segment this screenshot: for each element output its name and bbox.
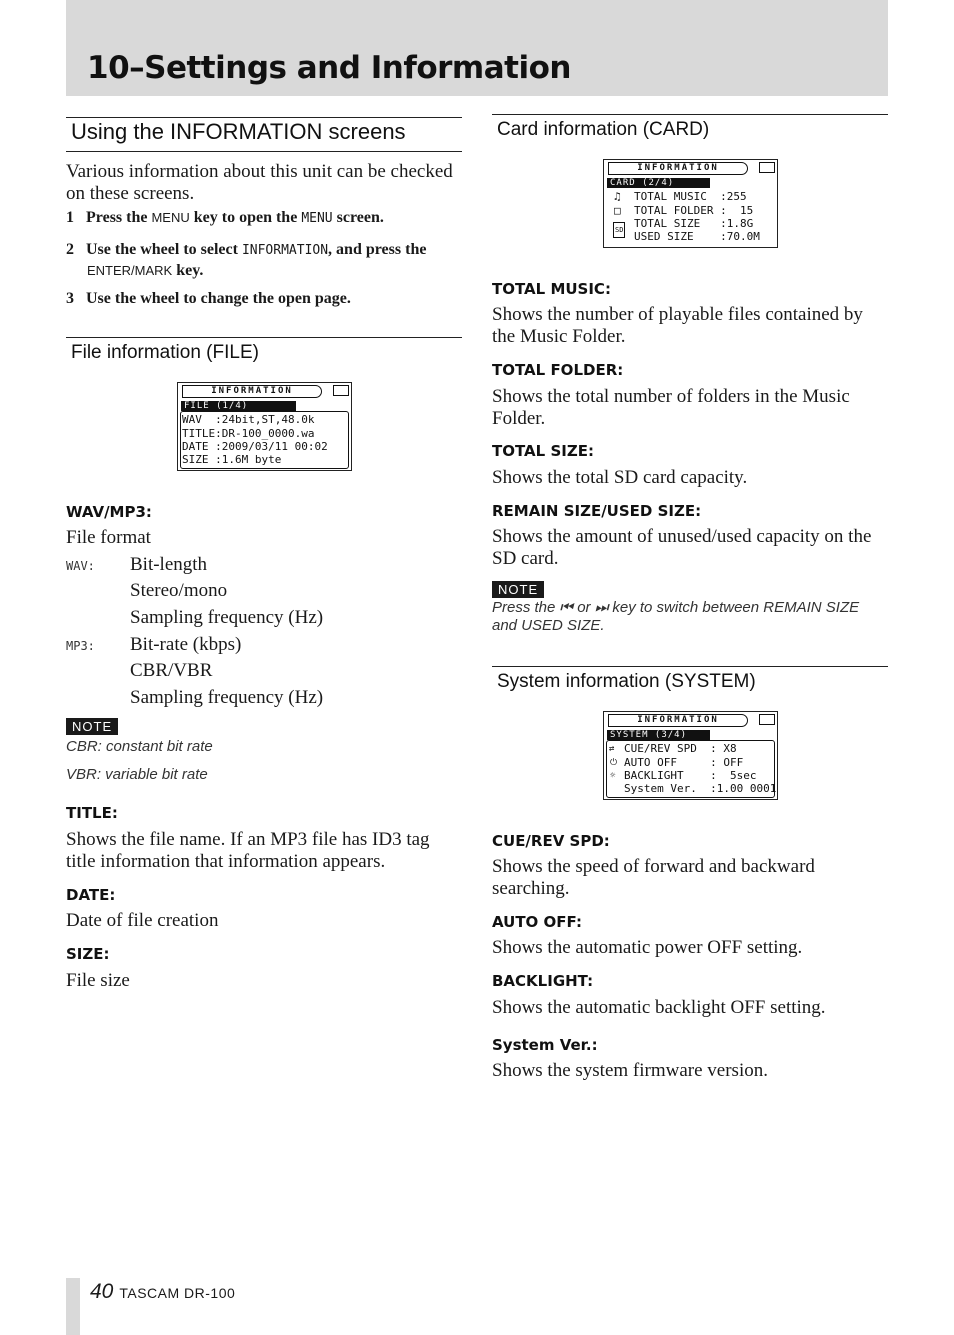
cue-rev-text: Shows the speed of forward and backward searching. <box>492 856 815 899</box>
step-3 <box>66 290 462 308</box>
cue-rev-icon: ⇄ <box>609 744 615 754</box>
screen-row: DATE :2009/03/11 00:02 <box>182 440 328 453</box>
screen-row: TOTAL MUSIC :255 <box>634 190 747 203</box>
screen-name: MENU <box>301 211 333 226</box>
screen-row: WAV :24bit,ST,48.0k <box>182 413 315 426</box>
sd-card-icon: SD <box>613 222 625 238</box>
mp3-item: Sampling frequency (Hz) <box>130 687 324 708</box>
page-bar: CARD (2/4) <box>607 178 710 188</box>
step-number: 2 <box>66 241 74 258</box>
file-format-text: File format <box>66 527 151 548</box>
step-text: key to open the <box>189 209 302 226</box>
auto-off-label: AUTO OFF: <box>492 913 582 931</box>
screen-row: USED SIZE :70.0M <box>634 230 760 243</box>
screen-row: CUE/REV SPD : X8 <box>624 742 737 755</box>
screen-row: TITLE:DR-100_0000.wa <box>182 427 315 440</box>
total-size-label: TOTAL SIZE: <box>492 442 594 460</box>
card-info-screen <box>603 159 778 248</box>
system-section-title: System information (SYSTEM) <box>497 671 756 692</box>
step-number: 3 <box>66 290 74 307</box>
date-text: Date of file creation <box>66 910 219 931</box>
step-2 <box>66 240 466 281</box>
wav-item: Stereo/mono <box>130 580 228 601</box>
remain-used-text: Shows the amount of unused/used capacity on the SD card. <box>492 526 872 569</box>
total-folder-text: Shows the total number of folders in the Music Folder. <box>492 386 850 429</box>
screen-row: System Ver. :1.00 0001 <box>624 782 777 795</box>
chapter-header <box>66 0 888 96</box>
intro-text: Various information about this unit can be checked on these screens. <box>66 161 453 204</box>
file-info-screen <box>177 382 352 471</box>
key-name: ENTER/MARK <box>87 263 173 278</box>
screen-row: TOTAL FOLDER : 15 <box>634 204 754 217</box>
note-badge: NOTE <box>66 718 118 735</box>
page-footer <box>90 1280 235 1304</box>
screen-row: AUTO OFF : OFF <box>624 756 744 769</box>
step-text: Use the wheel to select <box>86 241 242 258</box>
power-icon: ⏻ <box>610 758 618 768</box>
step-text: , and press the <box>328 241 427 258</box>
auto-off-text: Shows the automatic power OFF setting. <box>492 937 803 958</box>
step-text: key. <box>172 262 204 279</box>
mp3-item: Bit-rate (kbps) <box>130 634 242 655</box>
card-section-title: Card information (CARD) <box>497 119 710 140</box>
file-section-title: File information (FILE) <box>71 342 259 363</box>
system-ver-label: System Ver.: <box>492 1036 598 1054</box>
title-text: Shows the file name. If an MP3 file has ID3 tag title information that information appears. <box>66 829 430 872</box>
music-note-icon: ♫ <box>614 190 621 203</box>
step-text: Press the <box>86 209 152 226</box>
remain-used-label: REMAIN SIZE/USED SIZE: <box>492 502 702 520</box>
note-badge: NOTE <box>492 581 544 598</box>
note-line: CBR: constant bit rate <box>66 738 213 755</box>
step-1 <box>66 209 462 227</box>
battery-icon <box>333 385 349 396</box>
section-title: Using the INFORMATION screens <box>71 119 406 144</box>
step-number: 1 <box>66 209 74 226</box>
chapter-title: 10–Settings and Information <box>87 50 571 86</box>
total-music-text: Shows the number of playable files contained by the Music Folder. <box>492 304 863 347</box>
wav-item: Sampling frequency (Hz) <box>130 607 324 628</box>
screen-row: BACKLIGHT : 5sec <box>624 769 757 782</box>
wav-item: Bit-length <box>130 554 208 575</box>
card-section-header <box>492 114 888 140</box>
system-section-header <box>492 666 888 692</box>
key-name: MENU <box>151 210 190 225</box>
light-bulb-icon: ☼ <box>610 771 616 781</box>
step-text: screen. <box>332 209 384 226</box>
page-bar: FILE (1/4) <box>181 401 296 411</box>
screen-title: INFORMATION <box>608 714 748 727</box>
note-text: Press the ⏮ or ⏭ key to switch between REMAIN SIZE and USED SIZE. <box>492 599 860 634</box>
brand-model: TASCAM DR-100 <box>119 1285 236 1301</box>
screen-title: INFORMATION <box>608 162 748 175</box>
screen-name: INFORMATION <box>241 243 329 258</box>
total-folder-label: TOTAL FOLDER: <box>492 361 624 379</box>
screen-row: TOTAL SIZE :1.8G <box>634 217 754 230</box>
total-music-label: TOTAL MUSIC: <box>492 280 611 298</box>
footer-bar <box>66 1278 80 1335</box>
screen-title: INFORMATION <box>182 385 322 398</box>
step-text: Use the wheel to change the open page. <box>86 290 351 307</box>
size-label: SIZE: <box>66 945 110 963</box>
section-header <box>66 117 462 152</box>
date-label: DATE: <box>66 886 116 904</box>
file-section-header <box>66 337 462 363</box>
page-number: 40 <box>90 1280 114 1303</box>
title-label: TITLE: <box>66 804 118 822</box>
system-ver-text: Shows the system firmware version. <box>492 1060 768 1081</box>
page-bar: SYSTEM (3/4) <box>607 730 710 740</box>
backlight-label: BACKLIGHT: <box>492 972 594 990</box>
note-line: VBR: variable bit rate <box>66 766 208 783</box>
wav-mp3-label: WAV/MP3: <box>66 503 152 521</box>
cue-rev-label: CUE/REV SPD: <box>492 832 610 850</box>
system-info-screen <box>603 711 778 800</box>
screen-row: SIZE :1.6M byte <box>182 453 282 466</box>
wav-key: WAV: <box>66 559 95 573</box>
mp3-key: MP3: <box>66 639 95 653</box>
mp3-item: CBR/VBR <box>130 660 213 681</box>
battery-icon <box>759 162 775 173</box>
battery-icon <box>759 714 775 725</box>
backlight-text: Shows the automatic backlight OFF setting. <box>492 997 826 1018</box>
folder-icon: □ <box>614 204 621 217</box>
size-text: File size <box>66 970 130 991</box>
total-size-text: Shows the total SD card capacity. <box>492 467 748 488</box>
